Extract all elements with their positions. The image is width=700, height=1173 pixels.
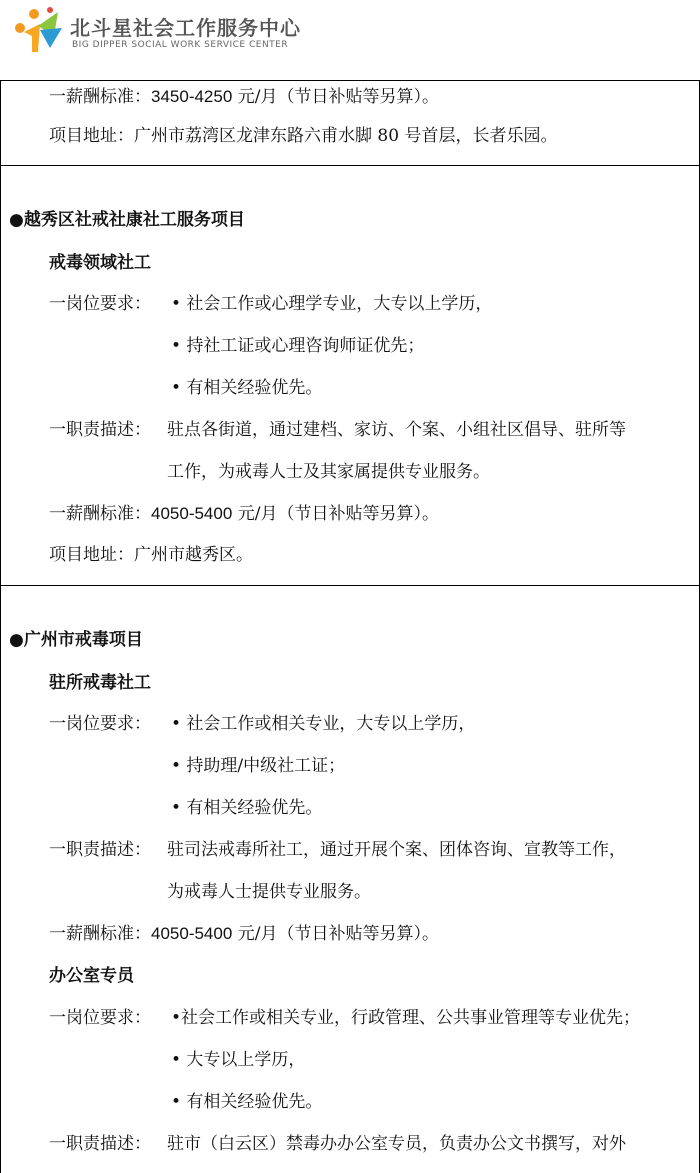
requirement-label: 一岗位要求： — [49, 1008, 151, 1028]
section-divider — [1, 585, 699, 586]
requirement-item: • 持助理/中级社工证； — [171, 756, 346, 776]
requirement-item: • 大专以上学历， — [171, 1050, 306, 1070]
requirement-item: • 有相关经验优先。 — [171, 1092, 323, 1112]
duty-text: 驻市（白云区）禁毒办办公室专员，负责办公文书撰写，对外 — [167, 1134, 626, 1154]
section-divider — [1, 165, 699, 166]
duty-label: 一职责描述： — [49, 420, 151, 440]
job-title: 戒毒领域社工 — [49, 253, 151, 273]
job-title: 驻所戒毒社工 — [49, 673, 151, 693]
requirement-item: •社会工作或相关专业，行政管理、公共事业管理等专业优先； — [171, 1008, 641, 1028]
salary-line: 一薪酬标准：4050-5400 元/月（节日补贴等另算）。 — [49, 924, 439, 944]
document-table — [0, 80, 700, 1173]
logo-icon — [10, 6, 66, 56]
duty-text: 驻点各街道，通过建档、家访、个案、小组社区倡导、驻所等 — [167, 420, 626, 440]
requirement-item: • 社会工作或相关专业，大专以上学历， — [171, 714, 476, 734]
salary-line: 一薪酬标准：3450-4250 元/月（节日补贴等另算）。 — [49, 87, 439, 107]
duty-label: 一职责描述： — [49, 840, 151, 860]
salary-line: 一薪酬标准：4050-5400 元/月（节日补贴等另算）。 — [49, 504, 439, 524]
header — [0, 0, 700, 80]
project-title: ●广州市戒毒项目 — [9, 630, 143, 650]
requirement-label: 一岗位要求： — [49, 714, 151, 734]
job-title: 办公室专员 — [49, 966, 134, 986]
requirement-item: • 有相关经验优先。 — [171, 798, 323, 818]
logo-text-cn: 北斗星社会工作服务中心 — [70, 16, 301, 40]
project-address: 项目地址：广州市越秀区。 — [49, 545, 253, 565]
requirement-item: • 社会工作或心理学专业，大专以上学历， — [171, 294, 493, 314]
project-address: 项目地址：广州市荔湾区龙津东路六甫水脚 80 号首层，长者乐园。 — [49, 126, 558, 146]
requirement-label: 一岗位要求： — [49, 294, 151, 314]
duty-text: 为戒毒人士提供专业服务。 — [167, 882, 371, 902]
duty-text: 驻司法戒毒所社工，通过开展个案、团体咨询、宣教等工作， — [167, 840, 626, 860]
project-title: ●越秀区社戒社康社工服务项目 — [9, 210, 245, 230]
logo-text-en: BIG DIPPER SOCIAL WORK SERVICE CENTER — [72, 40, 289, 50]
duty-label: 一职责描述： — [49, 1134, 151, 1154]
duty-text: 工作，为戒毒人士及其家属提供专业服务。 — [167, 462, 490, 482]
requirement-item: • 有相关经验优先。 — [171, 378, 323, 398]
requirement-item: • 持社工证或心理咨询师证优先； — [171, 336, 425, 356]
